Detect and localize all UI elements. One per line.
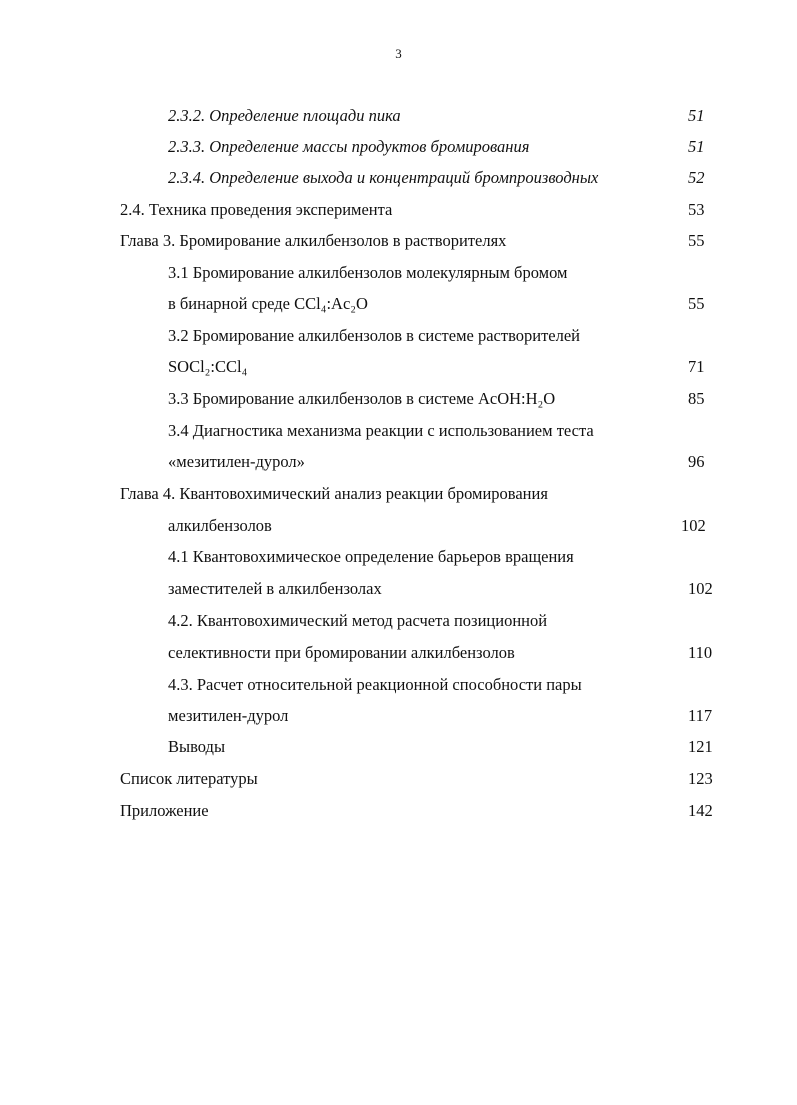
toc-entry-title: 3.4 Диагностика механизма реакции с использованием теста <box>168 421 594 440</box>
toc-entry <box>0 450 797 474</box>
toc-entry <box>0 292 797 316</box>
toc-entry <box>0 419 797 443</box>
toc-entry <box>0 387 797 411</box>
toc-entry-page: 142 <box>688 801 713 820</box>
toc-entry-page: 123 <box>688 769 713 788</box>
toc-entry-title: мезитилен-дурол <box>168 706 289 725</box>
toc-entry-page: 121 <box>688 737 713 756</box>
toc-entry <box>0 166 797 190</box>
toc-entry <box>0 482 797 506</box>
toc-entry-page: 96 <box>688 452 705 471</box>
toc-entry-page: 117 <box>688 706 713 725</box>
toc-entry-title: 4.1 Квантовохимическое определение барьеров вращения <box>168 547 574 566</box>
toc-entry-page: 102 <box>688 579 713 598</box>
toc-entry-title: 2.3.2. Определение площади пика <box>168 106 401 125</box>
toc-entry-page: 51 <box>688 106 705 125</box>
toc-entry-title: Глава 4. Квантовохимический анализ реакции бромирования <box>120 484 548 503</box>
toc-entry <box>0 545 797 569</box>
toc-entry-title: SOCl₂:CCl₄ <box>168 357 248 376</box>
toc-entry-page: 85 <box>688 389 705 408</box>
toc-entry-title: 3.3 Бромирование алкилбензолов в системе AcOH:H₂O <box>168 389 556 408</box>
toc-entry-title: 3.2 Бромирование алкилбензолов в системе растворителей <box>168 326 581 345</box>
toc-entry <box>0 355 797 379</box>
toc-entry <box>0 324 797 348</box>
toc-entry-page: 110 <box>688 643 713 662</box>
toc-entry-page: 71 <box>688 357 705 376</box>
toc-entry-title: заместителей в алкилбензолах <box>168 579 382 598</box>
toc-entry-title: Глава 3. Бромирование алкилбензолов в растворителях <box>120 231 507 250</box>
toc-entry <box>0 577 797 601</box>
toc-entry-page: 55 <box>688 231 705 250</box>
toc-entry-page: 51 <box>688 137 705 156</box>
toc-entry-title: селективности при бромировании алкилбензолов <box>168 643 515 662</box>
toc-entry <box>0 135 797 159</box>
toc-entry-title: алкилбензолов <box>168 516 272 535</box>
toc-entry-title: Выводы <box>168 737 226 756</box>
toc-entry-title: 4.2. Квантовохимический метод расчета позиционной <box>168 611 548 630</box>
toc-entry-page: 55 <box>688 294 705 313</box>
toc-entry <box>0 767 797 791</box>
toc-entry-title: 4.3. Расчет относительной реакционной способности пары <box>168 675 582 694</box>
toc-entry-title: Приложение <box>120 801 209 820</box>
toc-entry <box>0 799 797 823</box>
toc-entry <box>0 104 797 128</box>
toc-entry <box>0 229 797 253</box>
toc-entry-page: 52 <box>688 168 705 187</box>
toc-entry <box>0 198 797 222</box>
toc-entry-title: 2.4. Техника проведения эксперимента <box>120 200 393 219</box>
toc-entry <box>0 261 797 285</box>
toc-entry-title: «мезитилен-дурол» <box>168 452 305 471</box>
toc-entry <box>0 609 797 633</box>
toc-entry <box>0 735 797 759</box>
toc-entry-title: в бинарной среде CCl₄:Ac₂O <box>168 294 368 313</box>
toc-entry-page: 102 <box>681 516 706 535</box>
toc-entry-title: 3.1 Бромирование алкилбензолов молекулярным бромом <box>168 263 568 282</box>
toc-entry-title: 2.3.4. Определение выхода и концентраций бромпроизводных <box>168 168 599 187</box>
toc-entry <box>0 704 797 728</box>
toc-entry <box>0 641 797 665</box>
page-number: 3 <box>395 46 402 61</box>
toc-entry-page: 53 <box>688 200 705 219</box>
toc-entry <box>0 514 797 538</box>
toc-entry-title: 2.3.3. Определение массы продуктов бромирования <box>168 137 530 156</box>
toc-entry-title: Список литературы <box>120 769 258 788</box>
toc-entry <box>0 673 797 697</box>
